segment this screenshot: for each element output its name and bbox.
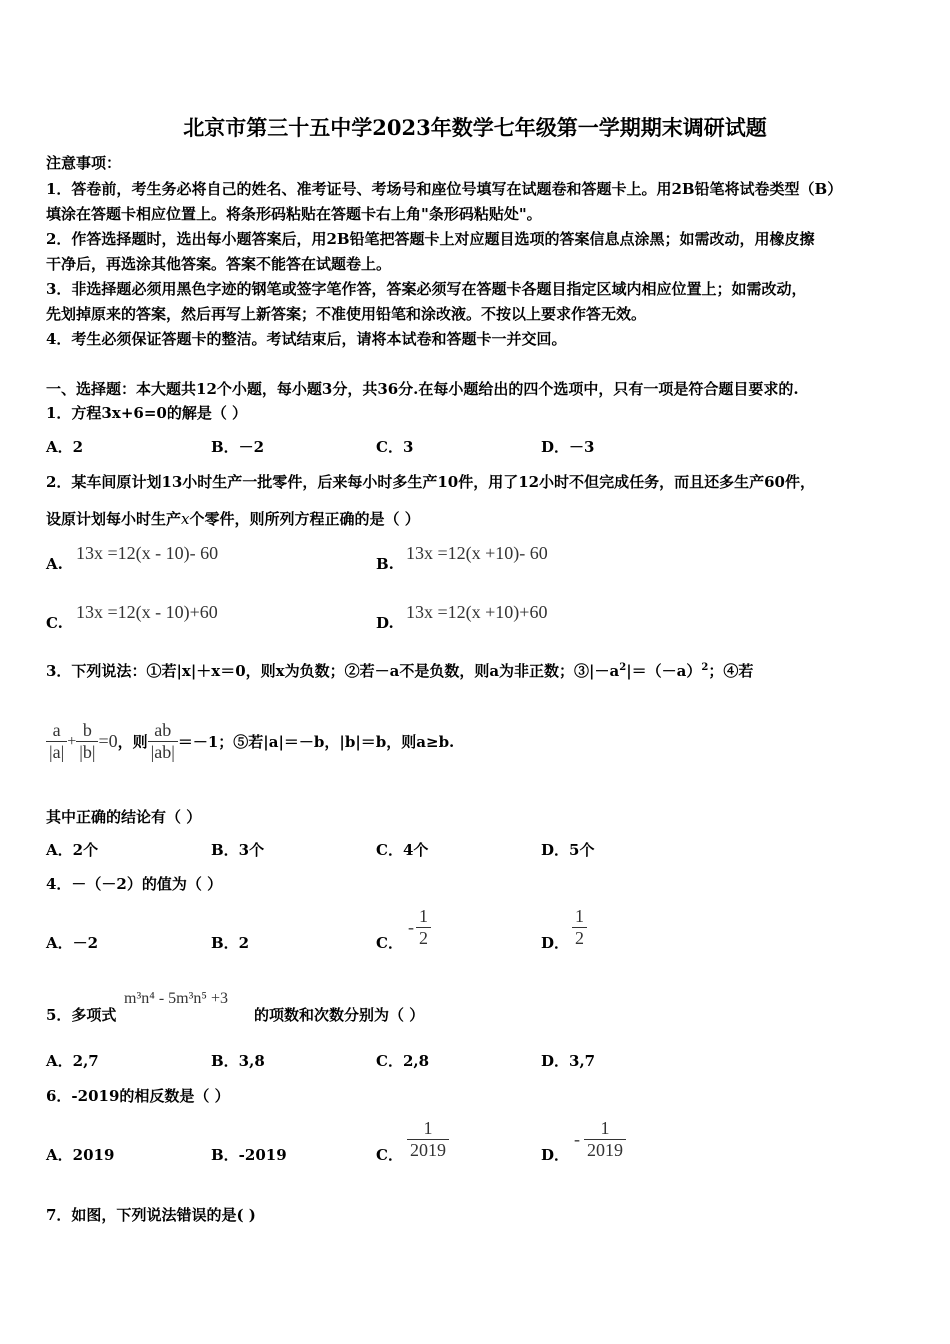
q2-option-c-label: C. xyxy=(46,614,63,632)
q3-stem-text-a: 3．下列说法：①若|x|＋x＝0，则x为负数；②若－a不是负数，则a为非正数；③|－a xyxy=(46,662,620,680)
notice-line-5: 3．非选择题必须用黑色字迹的钢笔或签字笔作答，答案必须写在答题卡各题目指定区域内相应位置上；如需改动， xyxy=(46,280,807,298)
q3-then: ，则 xyxy=(117,733,148,751)
q3-stem-1 xyxy=(46,660,753,681)
q2-stem-1: 2．某车间原计划13小时生产一批零件，后来每小时多生产10件，用了12小时不但完成任务，而且还多生产60件， xyxy=(46,473,815,491)
q6-negative-sign: - xyxy=(574,1129,580,1149)
q3-fraction-b-num: b xyxy=(82,720,92,740)
q4-option-c-label: C． xyxy=(376,934,403,952)
q6-option-c-label: C． xyxy=(376,1146,403,1164)
q5-option-c: C．2,8 xyxy=(376,1052,430,1070)
q3-fraction-ab-num: ab xyxy=(154,720,172,740)
q3-question: 其中正确的结论有（ ） xyxy=(46,808,202,826)
q2-option-d-label: D. xyxy=(376,614,394,632)
q3-superscript-2: 2 xyxy=(701,662,709,673)
q1-option-d: D．－3 xyxy=(541,438,595,456)
notice-heading: 注意事项： xyxy=(46,154,122,172)
q1-stem: 1．方程3x+6=0的解是（ ） xyxy=(46,404,248,422)
q2-stem-2-post: 个零件，则所列方程正确的是（ ） xyxy=(189,510,420,528)
q3-option-b: B．3个 xyxy=(211,841,265,859)
q1-option-b: B．－2 xyxy=(211,438,265,456)
q6-c-den: 2019 xyxy=(407,1139,449,1161)
q6-c-num: 1 xyxy=(423,1118,433,1138)
notice-line-7: 4．考生必须保证答题卡的整洁。考试结束后，请将本试卷和答题卡一并交回。 xyxy=(46,330,567,348)
q3-option-a: A．2个 xyxy=(46,841,99,859)
q6-option-c-value xyxy=(407,1118,449,1161)
q5-option-d: D．3,7 xyxy=(541,1052,596,1070)
q4-d-num: 1 xyxy=(575,906,584,926)
q3-stem-text-c: ；④若 xyxy=(708,662,754,680)
q4-option-c-value xyxy=(408,906,431,949)
q2-stem-2 xyxy=(46,508,420,529)
q6-option-d-value xyxy=(574,1118,626,1161)
q1-option-a: A．2 xyxy=(46,438,84,456)
notice-line-3: 2．作答选择题时，选出每小题答案后，用2B铅笔把答题卡上对应题目选项的答案信息点涂黑；如需改动，用橡皮擦 xyxy=(46,230,815,248)
q5-stem-post: 的项数和次数分别为（ ） xyxy=(254,1006,425,1024)
q4-d-den: 2 xyxy=(572,927,587,949)
q3-fraction-b-den: |b| xyxy=(76,741,98,763)
q2-option-b-equation: 13x =12(x +10)- 60 xyxy=(406,543,548,563)
q2-option-a-label: A. xyxy=(46,555,63,573)
q3-option-c: C．4个 xyxy=(376,841,429,859)
q3-fraction-ab xyxy=(148,720,178,763)
q6-option-d-fraction xyxy=(584,1118,626,1161)
q3-equals-zero: =0 xyxy=(98,731,118,751)
notice-line-2: 填涂在答题卡相应位置上。将条形码粘贴在答题卡右上角"条形码粘贴处"。 xyxy=(46,205,542,223)
notice-line-1: 1．答卷前，考生务必将自己的姓名、准考证号、考场号和座位号填写在试题卷和答题卡上。用2B铅笔将试卷类型（B） xyxy=(46,180,843,198)
q5-stem-pre: 5．多项式 xyxy=(46,1006,117,1024)
q4-option-d-label: D． xyxy=(541,934,570,952)
q2-stem-2-pre: 设原计划每小时生产 xyxy=(46,510,182,528)
q6-d-den: 2019 xyxy=(584,1139,626,1161)
q4-negative-sign: - xyxy=(408,917,414,937)
q2-option-d-equation: 13x =12(x +10)+60 xyxy=(406,602,548,622)
q3-stem-rest: ＝－1；⑤若|a|＝－b，|b|＝b，则a≥b. xyxy=(177,733,455,751)
q3-fraction-b xyxy=(76,720,98,763)
q2-option-b-label: B. xyxy=(376,555,394,573)
q7-stem: 7．如图，下列说法错误的是( ) xyxy=(46,1206,256,1224)
q6-stem: 6．-2019的相反数是（ ） xyxy=(46,1087,230,1105)
q4-option-d-value xyxy=(572,906,587,949)
q6-option-b: B．-2019 xyxy=(211,1146,287,1164)
notice-line-6: 先划掉原来的答案，然后再写上新答案；不准使用铅笔和涂改液。不按以上要求作答无效。 xyxy=(46,305,647,323)
q5-option-b: B．3,8 xyxy=(211,1052,265,1070)
q3-fraction-a-num: a xyxy=(52,720,61,740)
q3-fraction-ab-den: |ab| xyxy=(148,741,178,763)
q6-option-a: A．2019 xyxy=(46,1146,115,1164)
section-heading: 一、选择题：本大题共12个小题，每小题3分，共36分.在每小题给出的四个选项中，只有一项是符合题目要求的. xyxy=(46,380,799,398)
q6-d-num: 1 xyxy=(600,1118,610,1138)
q3-superscript-1: 2 xyxy=(619,662,627,673)
q3-fraction-a xyxy=(46,720,67,763)
q3-option-d: D．5个 xyxy=(541,841,595,859)
q4-c-den: 2 xyxy=(416,927,431,949)
q3-fraction-a-den: |a| xyxy=(46,741,67,763)
q6-option-d-label: D． xyxy=(541,1146,570,1164)
notice-line-4: 干净后，再选涂其他答案。答案不能答在试题卷上。 xyxy=(46,255,392,273)
q5-polynomial: m³n⁴ - 5m³n⁵ +3 xyxy=(124,990,228,1007)
q2-option-a-equation: 13x =12(x - 10)- 60 xyxy=(76,543,219,563)
q2-option-c-equation: 13x =12(x - 10)+60 xyxy=(76,602,218,622)
q3-stem-2: $\frac{a}{|a|}$ + $\frac{b}{|b|}$ =0 ，则 $\frac{ab}{|ab|}$ ＝－1；⑤若|a|＝－b，|b|＝b，则a≥b. xyxy=(46,720,454,763)
q4-option-a: A．－2 xyxy=(46,934,99,952)
q6-option-c-fraction xyxy=(407,1118,449,1161)
q4-option-d-fraction xyxy=(572,906,587,949)
q3-stem-text-b: |＝（－a） xyxy=(626,662,702,680)
q4-option-c-fraction xyxy=(416,906,431,949)
q4-option-b: B．2 xyxy=(211,934,250,952)
q5-option-a: A．2,7 xyxy=(46,1052,99,1070)
q4-c-num: 1 xyxy=(419,906,428,926)
q4-stem: 4．－（－2）的值为（ ） xyxy=(46,875,223,893)
q2-variable: x xyxy=(181,510,190,528)
page-title: 北京市第三十五中学2023年数学七年级第一学期期末调研试题 xyxy=(183,115,767,140)
q1-option-c: C．3 xyxy=(376,438,414,456)
